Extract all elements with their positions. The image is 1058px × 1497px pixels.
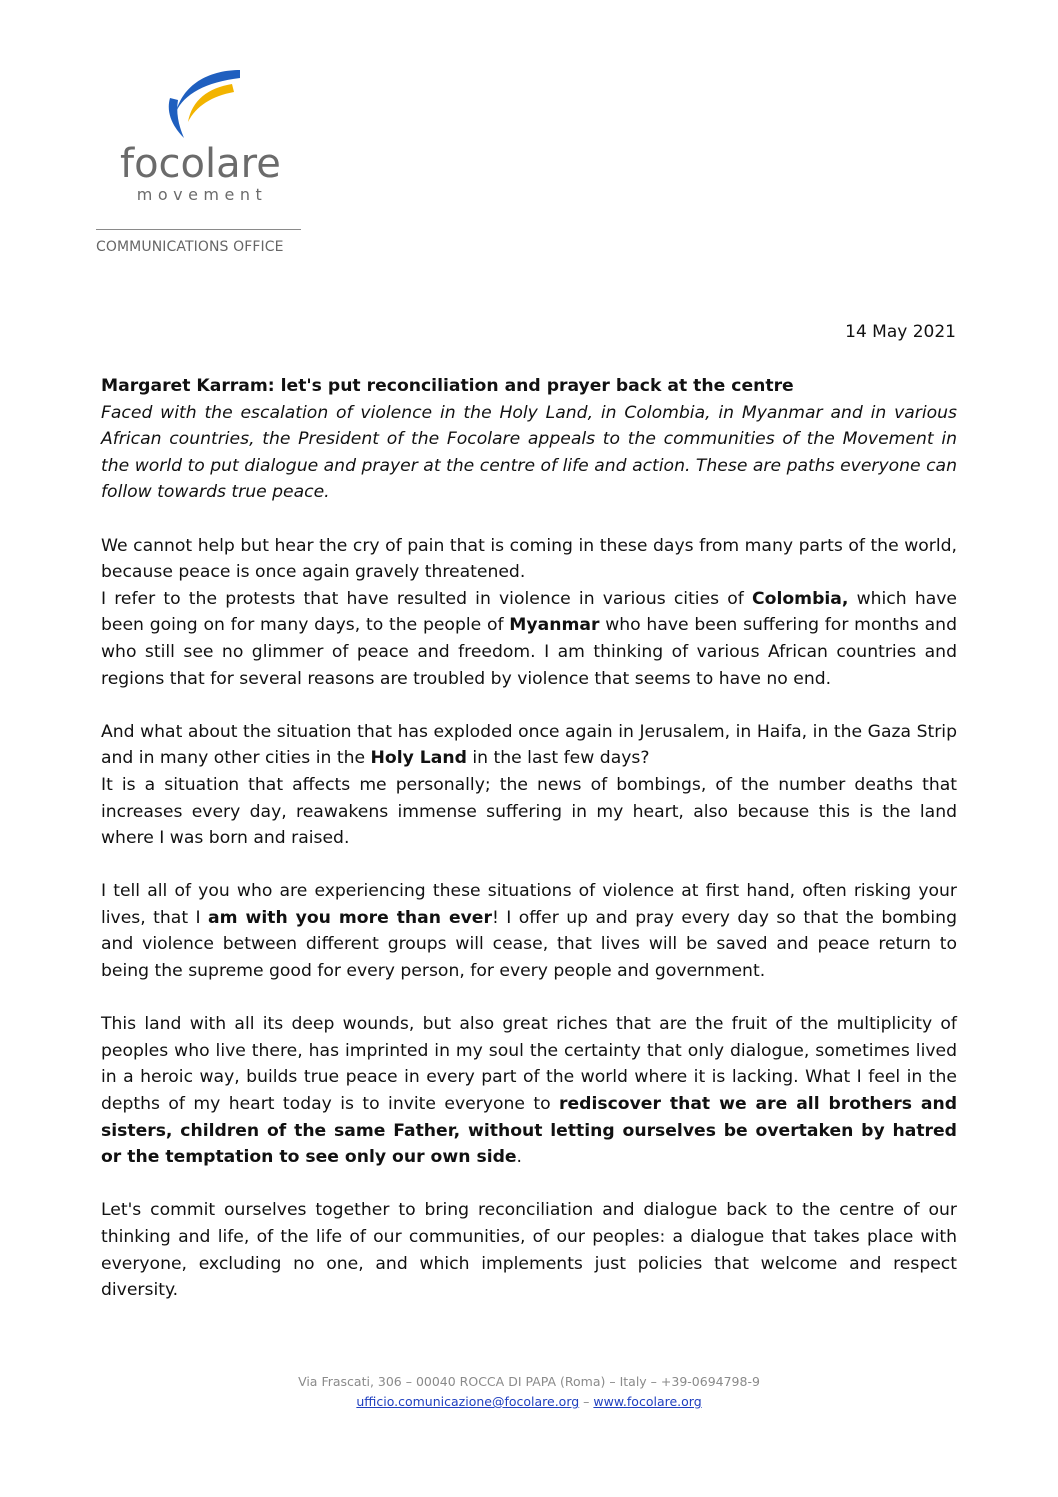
focolare-logo: [120, 68, 280, 218]
footer-separator: –: [583, 1394, 590, 1409]
letter-title: Margaret Karram: let's put reconciliation and prayer back at the centre: [101, 376, 794, 396]
focolare-swoosh-icon: [162, 68, 242, 140]
footer-website-link[interactable]: www.focolare.org: [593, 1394, 702, 1409]
header-divider: [96, 229, 301, 230]
paragraph-6: This land with all its deep wounds, but also great riches that are the fruit of the multiplicity of peoples who live there, has imprinted in my soul the certainty that only dialogue, sometimes lived in a heroic way, builds true peace in every part of the world where it is lacking. What I feel in the depths of my heart today is to invite everyone to rediscover that we are all brothers and sisters, children of the same Father, without letting ourselves be overtaken by hatred or the temptation to see only our own side.: [101, 1014, 958, 1168]
paragraph-2: I refer to the protests that have resulted in violence in various cities of Colombia, which have been going on for many days, to the people of Myanmar who have been suffering for months and who still see no glimmer of peace and freedom. I am thinking of various African countries and regions that for several reasons are troubled by violence that seems to have no end.: [101, 588, 958, 689]
paragraph-4: It is a situation that affects me personally; the news of bombings, of the number deaths that increases every day, reawakens immense suffering in my heart, also because this is the land where I was born and raised.: [101, 774, 957, 849]
letter-lead: Faced with the escalation of violence in the Holy Land, in Colombia, in Myanmar and in various African countries, the President of the Focolare appeals to the communities of the Movement in the world to put dialogue and prayer at the centre of life and action. These are paths everyone can follow towards true peace.: [101, 402, 957, 503]
letter-date: 14 May 2021: [845, 322, 956, 342]
paragraph-1: We cannot help but hear the cry of pain that is coming in these days from many parts of the world, because peace is once again gravely threatened.: [101, 535, 957, 583]
office-label: COMMUNICATIONS OFFICE: [96, 239, 284, 255]
paragraph-3: And what about the situation that has exploded once again in Jerusalem, in Haifa, in the Gaza Strip and in many other cities in the Holy Land in the last few days?: [101, 721, 957, 769]
footer: [0, 1373, 1058, 1413]
logo-subtitle: movement: [136, 185, 268, 204]
footer-links: [0, 1393, 1058, 1411]
letter-body: [101, 373, 957, 1304]
footer-email-link[interactable]: ufficio.comunicazione@focolare.org: [356, 1394, 580, 1409]
paragraph-5: I tell all of you who are experiencing these situations of violence at first hand, often risking your lives, that I am with you more than ever! I offer up and pray every day so that the bombing and violence between different groups will cease, that lives will be saved and peace return to being the supreme good for every person, for every people and government.: [101, 881, 957, 982]
paragraph-7: Let's commit ourselves together to bring reconciliation and dialogue back to the centre of our thinking and life, of the life of our communities, of our peoples: a dialogue that takes place with everyone, excluding no one, and which implements just policies that welcome and respect diversity.: [101, 1200, 957, 1301]
footer-address: Via Frascati, 306 – 00040 ROCCA DI PAPA (Roma) – Italy – +39-0694798-9: [298, 1374, 760, 1389]
logo-wordmark: focolare: [120, 141, 281, 187]
